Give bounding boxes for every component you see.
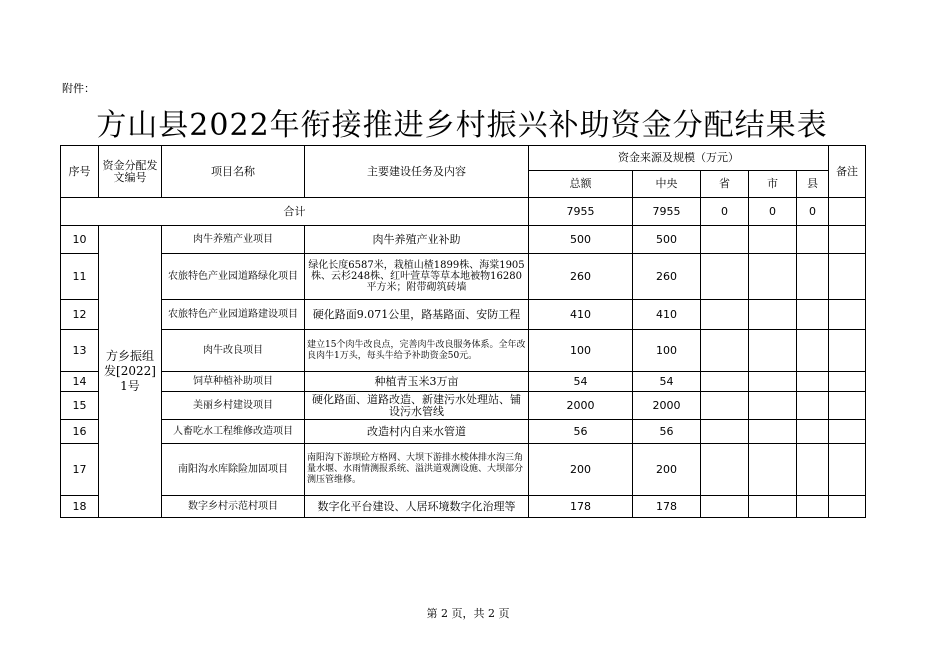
header-city: 市 xyxy=(749,171,797,198)
row-county xyxy=(797,372,829,392)
row-remark xyxy=(829,420,866,444)
row-province xyxy=(701,254,749,300)
row-seq: 15 xyxy=(61,392,99,420)
row-total: 56 xyxy=(529,420,633,444)
table-row xyxy=(61,300,866,330)
row-total: 200 xyxy=(529,444,633,496)
header-funding: 资金来源及规模（万元） xyxy=(529,146,829,171)
header-county: 县 xyxy=(797,171,829,198)
row-central: 178 xyxy=(633,496,701,518)
row-project: 数字乡村示范村项目 xyxy=(162,496,305,518)
row-total: 500 xyxy=(529,226,633,254)
row-content: 肉牛养殖产业补助 xyxy=(305,226,529,254)
row-total: 100 xyxy=(529,330,633,372)
table-row xyxy=(61,226,866,254)
table-row xyxy=(61,392,866,420)
row-seq: 18 xyxy=(61,496,99,518)
row-seq: 13 xyxy=(61,330,99,372)
row-remark xyxy=(829,496,866,518)
row-content: 硬化路面、道路改造、新建污水处理站、铺设污水管线 xyxy=(305,392,529,420)
row-city xyxy=(749,226,797,254)
row-total: 54 xyxy=(529,372,633,392)
row-project: 美丽乡村建设项目 xyxy=(162,392,305,420)
row-city xyxy=(749,496,797,518)
page-footer: 第 2 页，共 2 页 xyxy=(426,607,510,620)
summary-row xyxy=(61,198,866,226)
row-province xyxy=(701,330,749,372)
header-project: 项目名称 xyxy=(162,146,305,198)
row-remark xyxy=(829,300,866,330)
row-content: 建立15个肉牛改良点，完善肉牛改良服务体系。全年改良肉牛1万头，每头牛给予补助资金50元。 xyxy=(305,330,529,372)
row-remark xyxy=(829,254,866,300)
row-remark xyxy=(829,372,866,392)
row-county xyxy=(797,392,829,420)
row-central: 54 xyxy=(633,372,701,392)
row-county xyxy=(797,444,829,496)
row-central: 410 xyxy=(633,300,701,330)
row-project: 肉牛养殖产业项目 xyxy=(162,226,305,254)
allocation-table xyxy=(60,145,866,518)
summary-central: 7955 xyxy=(633,198,701,226)
row-project: 人畜吃水工程维修改造项目 xyxy=(162,420,305,444)
row-county xyxy=(797,254,829,300)
row-central: 500 xyxy=(633,226,701,254)
row-project: 肉牛改良项目 xyxy=(162,330,305,372)
row-seq: 10 xyxy=(61,226,99,254)
table-row xyxy=(61,330,866,372)
row-province xyxy=(701,226,749,254)
row-county xyxy=(797,496,829,518)
row-total: 410 xyxy=(529,300,633,330)
row-county xyxy=(797,300,829,330)
attachment-label: 附件： xyxy=(62,82,95,95)
row-content: 硬化路面9.071公里，路基路面、安防工程 xyxy=(305,300,529,330)
row-remark xyxy=(829,330,866,372)
row-city xyxy=(749,330,797,372)
row-project: 饲草种植补助项目 xyxy=(162,372,305,392)
row-remark xyxy=(829,444,866,496)
row-content: 改造村内自来水管道 xyxy=(305,420,529,444)
header-seq: 序号 xyxy=(61,146,99,198)
header-remark: 备注 xyxy=(829,146,866,198)
header-province: 省 xyxy=(701,171,749,198)
summary-total: 7955 xyxy=(529,198,633,226)
summary-county: 0 xyxy=(797,198,829,226)
summary-city: 0 xyxy=(749,198,797,226)
row-remark xyxy=(829,392,866,420)
row-province xyxy=(701,372,749,392)
header-central: 中央 xyxy=(633,171,701,198)
row-seq: 16 xyxy=(61,420,99,444)
row-content: 绿化长度6587米，栽植山楂1899株、海棠1905株、云杉248株、红叶萱草等草本地被物16280平方米；附带砌筑砖墙 xyxy=(305,254,529,300)
summary-province: 0 xyxy=(701,198,749,226)
row-city xyxy=(749,372,797,392)
doc-number: 方乡振组发[2022]1号 xyxy=(99,226,162,518)
row-province xyxy=(701,444,749,496)
header-content: 主要建设任务及内容 xyxy=(305,146,529,198)
row-county xyxy=(797,226,829,254)
table-row xyxy=(61,372,866,392)
row-county xyxy=(797,330,829,372)
row-project: 南阳沟水库除险加固项目 xyxy=(162,444,305,496)
row-seq: 17 xyxy=(61,444,99,496)
row-seq: 11 xyxy=(61,254,99,300)
row-city xyxy=(749,300,797,330)
row-seq: 12 xyxy=(61,300,99,330)
row-total: 178 xyxy=(529,496,633,518)
row-total: 2000 xyxy=(529,392,633,420)
row-province xyxy=(701,420,749,444)
row-project: 农旅特色产业园道路绿化项目 xyxy=(162,254,305,300)
page-title: 方山县2022年衔接推进乡村振兴补助资金分配结果表 xyxy=(96,108,828,143)
row-city xyxy=(749,420,797,444)
table-row xyxy=(61,420,866,444)
row-province xyxy=(701,496,749,518)
row-central: 200 xyxy=(633,444,701,496)
row-city xyxy=(749,392,797,420)
row-content: 种植青玉米3万亩 xyxy=(305,372,529,392)
row-seq: 14 xyxy=(61,372,99,392)
row-city xyxy=(749,444,797,496)
row-province xyxy=(701,392,749,420)
row-remark xyxy=(829,226,866,254)
table-row xyxy=(61,254,866,300)
row-total: 260 xyxy=(529,254,633,300)
row-content: 南阳沟下游坝砼方格网、大坝下游排水棱体排水沟三角量水堰、水雨情测报系统、溢洪道观测设施、大坝部分测压管维修。 xyxy=(305,444,529,496)
row-province xyxy=(701,300,749,330)
header-total: 总额 xyxy=(529,171,633,198)
row-central: 260 xyxy=(633,254,701,300)
table-row xyxy=(61,496,866,518)
row-county xyxy=(797,420,829,444)
row-central: 100 xyxy=(633,330,701,372)
summary-label: 合计 xyxy=(61,198,529,226)
row-central: 2000 xyxy=(633,392,701,420)
table-row xyxy=(61,444,866,496)
header-doc-no: 资金分配发文编号 xyxy=(99,146,162,198)
row-central: 56 xyxy=(633,420,701,444)
row-project: 农旅特色产业园道路建设项目 xyxy=(162,300,305,330)
row-content: 数字化平台建设、人居环境数字化治理等 xyxy=(305,496,529,518)
row-city xyxy=(749,254,797,300)
summary-remark xyxy=(829,198,866,226)
